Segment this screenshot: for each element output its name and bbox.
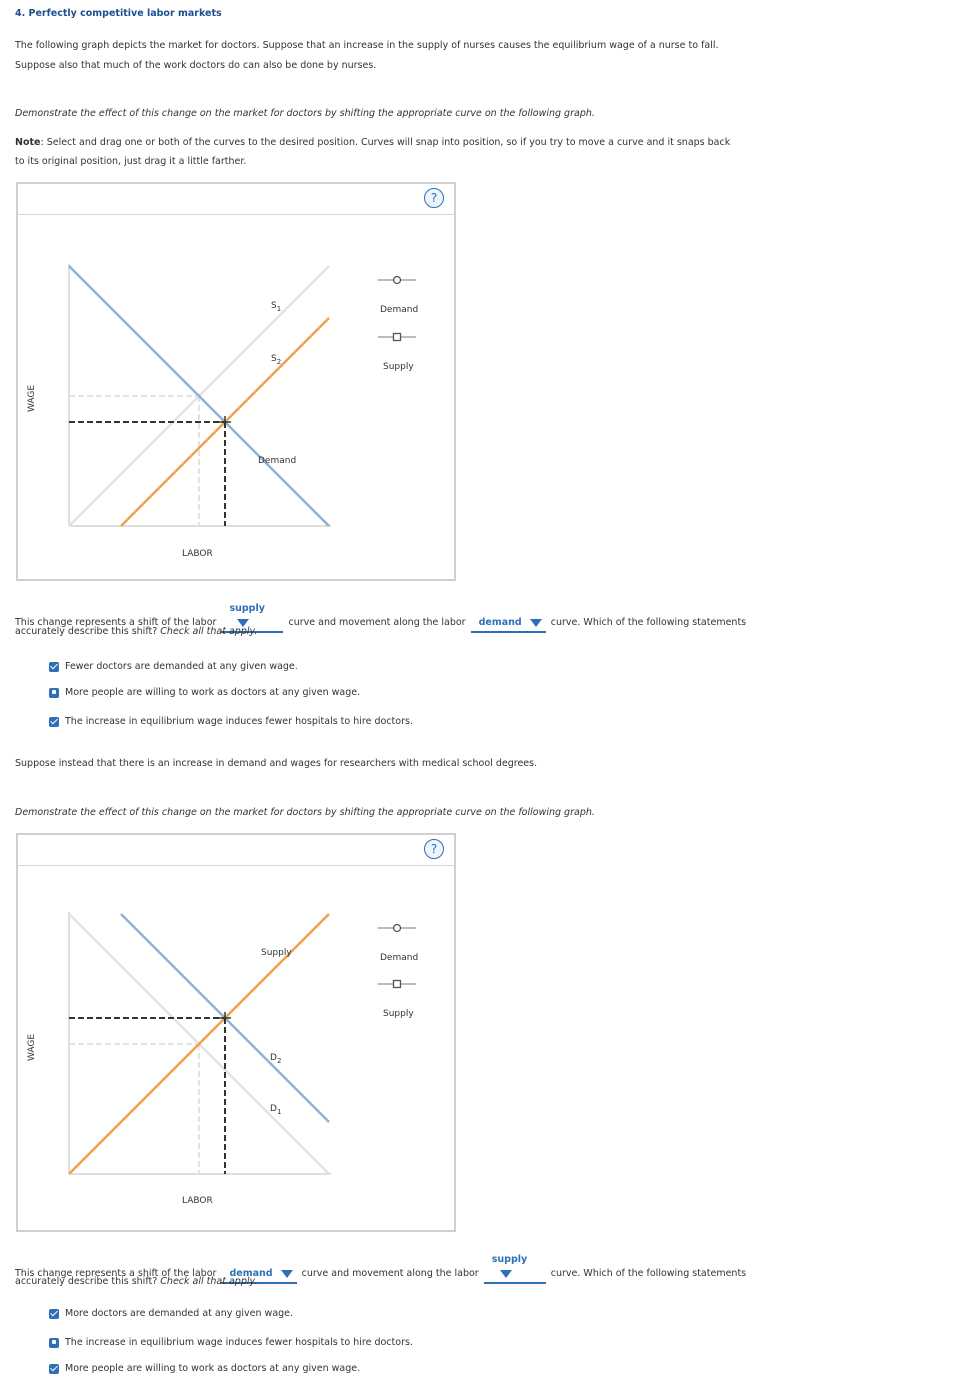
q2-option-3-checkbox[interactable] <box>49 1364 59 1374</box>
q1-dropdown-1-value: supply <box>229 603 265 614</box>
q2-line-2-text: accurately describe this shift? <box>15 1276 158 1287</box>
q2-option-1-label: More doctors are demanded at any given wage. <box>65 1308 294 1319</box>
note-line-1 <box>15 133 965 153</box>
intro-line-1: The following graph depicts the market for doctors. Suppose that an increase in the supply of nurses causes the equilibrium wage of a nurse to fall. <box>15 40 719 51</box>
q1-line-2-italic: Check all that apply. <box>160 626 258 637</box>
graph-2-label-d1: $D_1$ <box>270 1104 282 1116</box>
q1-dropdown-2-value: demand <box>478 617 522 628</box>
graph-2-canvas <box>18 835 454 1230</box>
graph-2-x-label: LABOR <box>182 1196 213 1206</box>
graph-1-x-label: LABOR <box>182 549 213 559</box>
q1-option-1-label: Fewer doctors are demanded at any given wage. <box>65 661 298 672</box>
graph-1-legend-supply-label: Supply <box>383 362 414 372</box>
graph-2-y-label: WAGE <box>27 1033 37 1061</box>
q2-middle: curve and movement along the labor <box>301 1268 479 1279</box>
demo-instruction-1: Demonstrate the effect of this change on the market for doctors by shifting the appropriate curve on the following graph. <box>15 108 595 119</box>
q1-option-2[interactable] <box>49 687 360 698</box>
q1-option-3-checkbox[interactable] <box>49 717 59 727</box>
q1-suffix: curve. Which of the following statements <box>550 617 747 628</box>
q1-option-2-checkbox[interactable] <box>49 688 59 698</box>
graph-1-legend-demand-label: Demand <box>380 305 419 315</box>
graph-1-y-label: WAGE <box>27 384 37 412</box>
q2-dropdown-2-value: supply <box>491 1254 528 1265</box>
q2-dropdown-1-value: demand <box>229 1268 273 1279</box>
graph-1-label-s1: $S_1$ <box>271 301 282 313</box>
q2-option-3[interactable] <box>49 1363 360 1374</box>
graph-1-panel <box>16 182 456 581</box>
graph-1-label-demand: Demand <box>258 456 297 466</box>
q2-line-2-italic: Check all that apply. <box>160 1276 258 1287</box>
graph-2-panel <box>16 833 456 1232</box>
scenario-2: Suppose instead that there is an increase in demand and wages for researchers with medical school degrees. <box>15 758 538 769</box>
q2-prefix: This change represents a shift of the labor <box>15 1268 217 1279</box>
q1-prefix: This change represents a shift of the labor <box>15 617 217 628</box>
q1-option-1-checkbox[interactable] <box>49 662 59 672</box>
graph-1-help-icon[interactable]: ? <box>424 188 444 208</box>
graph-2-label-supply: Supply <box>261 948 292 958</box>
graph-1-label-s2: $S_2$ <box>271 354 282 366</box>
note-label: Note <box>15 137 41 148</box>
graph-2-legend-supply-handle[interactable] <box>394 981 401 988</box>
graph-2-legend-demand-handle[interactable] <box>394 925 401 932</box>
graph-2-legend-demand-label: Demand <box>380 953 419 963</box>
q1-line-2 <box>15 622 965 642</box>
graph-2-help-icon[interactable]: ? <box>424 839 444 859</box>
graph-2-label-d2: $D_2$ <box>270 1053 282 1065</box>
intro-line-2: Suppose also that much of the work doctors do can also be done by nurses. <box>15 60 377 71</box>
question-title: 4. Perfectly competitive labor markets <box>15 8 222 19</box>
graph-1-canvas <box>18 184 454 579</box>
note-text: : Select and drag one or both of the curves to the desired position. Curves will snap into position, so if you try to move a curve and it snaps back <box>40 137 731 148</box>
q2-option-1[interactable] <box>49 1308 293 1319</box>
q1-option-3-label: The increase in equilibrium wage induces fewer hospitals to hire doctors. <box>65 716 413 727</box>
graph-2-legend-supply-label: Supply <box>383 1009 414 1019</box>
graph-1-legend-supply-handle[interactable] <box>394 334 401 341</box>
q1-option-3[interactable] <box>49 716 413 727</box>
q1-option-2-label: More people are willing to work as doctors at any given wage. <box>65 687 361 698</box>
q1-line-2-text: accurately describe this shift? <box>15 626 158 637</box>
q2-option-2-checkbox[interactable] <box>49 1338 59 1348</box>
q2-suffix: curve. Which of the following statements <box>550 1268 747 1279</box>
q1-option-1[interactable] <box>49 661 298 672</box>
note-line-2: to its original position, just drag it a little farther. <box>15 156 247 167</box>
q2-option-2-label: The increase in equilibrium wage induces fewer hospitals to hire doctors. <box>65 1337 413 1348</box>
q1-middle: curve and movement along the labor <box>288 617 466 628</box>
q2-line-2 <box>15 1272 965 1292</box>
demo-instruction-2: Demonstrate the effect of this change on the market for doctors by shifting the appropriate curve on the following graph. <box>15 807 595 818</box>
graph-1-legend-demand-handle[interactable] <box>394 277 401 284</box>
q2-option-1-checkbox[interactable] <box>49 1309 59 1319</box>
q2-option-3-label: More people are willing to work as doctors at any given wage. <box>65 1363 361 1374</box>
q2-option-2[interactable] <box>49 1337 413 1348</box>
